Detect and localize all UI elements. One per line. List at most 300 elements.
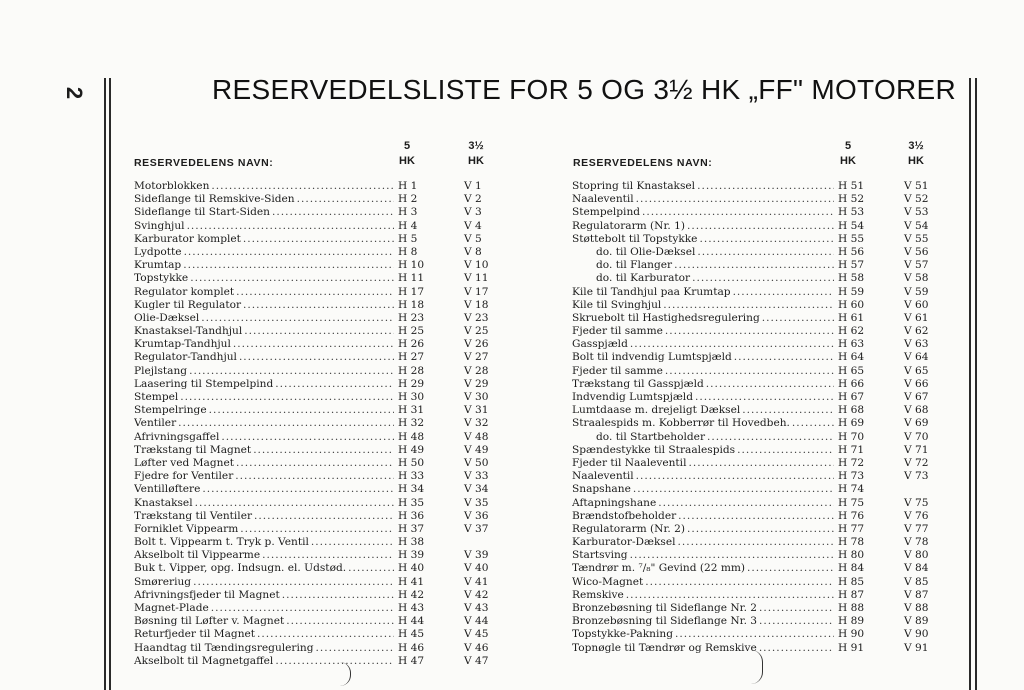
dot-leader [633, 483, 834, 496]
part-name-cell [134, 562, 394, 575]
part-number-5hk: H 87 [838, 588, 865, 601]
table-row [572, 549, 942, 562]
part-number-3half-hk: V 29 [464, 377, 489, 390]
part-number-5hk: H 64 [838, 351, 865, 364]
dot-leader [236, 286, 394, 299]
dot-leader [262, 549, 394, 562]
part-name: Lumtdaase m. drejeligt Dæksel [572, 404, 741, 417]
table-row [134, 365, 504, 378]
part-name-cell [572, 589, 834, 602]
table-row [134, 299, 504, 312]
part-number-3half-hk: V 43 [464, 602, 489, 614]
part-name-cell [572, 193, 834, 206]
part-name-cell [134, 576, 394, 589]
dot-leader [240, 523, 394, 536]
table-row [572, 628, 942, 641]
part-number-3half-hk: V 60 [904, 298, 929, 311]
table-row [572, 338, 942, 351]
dot-leader [678, 536, 834, 549]
part-name-cell [134, 391, 394, 404]
part-name-cell [572, 338, 834, 351]
dot-leader [178, 417, 394, 430]
dot-leader [233, 338, 394, 351]
table-row [572, 417, 942, 430]
part-number-5hk: H 56 [838, 245, 865, 258]
table-row [134, 642, 504, 655]
part-number-3half-hk: V 56 [904, 245, 929, 258]
table-row [572, 444, 942, 457]
part-number-3half-hk: V 72 [904, 456, 929, 469]
dot-leader [734, 351, 834, 364]
part-number-5hk: H 51 [838, 180, 865, 192]
part-name: Ventilløftere [134, 483, 201, 496]
part-name: Returfjeder til Magnet [134, 628, 256, 641]
part-number-3half-hk: V 51 [904, 180, 929, 192]
part-number-5hk: H 4 [398, 219, 418, 232]
part-number-5hk: H 41 [398, 575, 425, 588]
dot-leader [275, 655, 394, 668]
part-number-3half-hk: V 73 [904, 470, 929, 483]
dot-leader [235, 470, 394, 483]
part-number-5hk: H 26 [398, 338, 425, 351]
part-number-5hk: H 70 [838, 430, 865, 443]
table-row [134, 391, 504, 404]
part-number-5hk: H 88 [838, 602, 865, 614]
table-row [134, 312, 504, 325]
part-number-5hk: H 38 [398, 536, 425, 549]
part-number-5hk: H 34 [398, 483, 425, 496]
part-number-5hk: H 32 [398, 417, 425, 430]
dot-leader [209, 404, 394, 417]
part-number-3half-hk: V 35 [464, 496, 489, 509]
left-h-header [393, 139, 421, 169]
table-row [572, 497, 942, 510]
part-number-3half-hk: V 55 [904, 232, 929, 245]
dot-leader [658, 497, 834, 510]
part-name: Ventiler [134, 417, 177, 430]
dot-leader [202, 483, 394, 496]
dot-leader [742, 404, 834, 417]
part-name-cell [572, 246, 834, 259]
left-v-header [462, 139, 490, 169]
part-name: Støttebolt til Topstykke [572, 232, 698, 245]
part-name: Fjedre for Ventiler [134, 470, 234, 483]
table-row [134, 444, 504, 457]
part-number-3half-hk: V 18 [464, 298, 489, 311]
part-name: Wico-Magnet [572, 575, 644, 588]
part-name: Plejlstang [134, 364, 188, 377]
part-name-cell [134, 404, 394, 417]
part-number-5hk: H 48 [398, 430, 425, 443]
part-number-3half-hk: V 71 [904, 443, 929, 456]
part-number-3half-hk: V 91 [904, 641, 929, 654]
part-number-5hk: H 85 [838, 575, 865, 588]
table-row [572, 510, 942, 523]
left-parts-list [134, 180, 504, 668]
table-row [134, 404, 504, 417]
part-name: Bolt t. Vippearm t. Tryk p. Ventil [134, 536, 309, 549]
right-margin-rule-inner [969, 78, 971, 690]
part-number-3half-hk: V 31 [464, 404, 489, 417]
dot-leader [636, 193, 834, 206]
table-row [572, 391, 942, 404]
part-number-5hk: H 73 [838, 470, 865, 483]
part-name-cell [134, 272, 394, 285]
part-number-3half-hk: V 37 [464, 522, 489, 535]
part-number-3half-hk: V 50 [464, 456, 489, 469]
part-number-5hk: H 76 [838, 509, 865, 522]
part-number-3half-hk: V 36 [464, 509, 489, 522]
part-number-3half-hk: V 78 [904, 536, 929, 549]
table-row [134, 206, 504, 219]
part-number-3half-hk: V 64 [904, 351, 929, 364]
part-name: Gasspjæld [572, 338, 628, 351]
dot-leader [687, 220, 834, 233]
part-name: Laasering til Stempelpind [134, 377, 274, 390]
part-number-5hk: H 53 [838, 206, 865, 219]
table-row [134, 562, 504, 575]
part-number-3half-hk: V 59 [904, 285, 929, 298]
part-name-cell [134, 549, 394, 562]
table-row [572, 378, 942, 391]
part-name: Motorblokken [134, 180, 210, 192]
table-row [134, 246, 504, 259]
part-number-3half-hk: V 84 [904, 562, 929, 575]
page-title: RESERVEDELSLISTE FOR 5 OG 3½ HK „FF" MOTORER [212, 74, 957, 105]
dot-leader [626, 589, 834, 602]
part-name-cell [572, 549, 834, 562]
part-name: Brændstofbeholder [572, 509, 677, 522]
table-row [572, 365, 942, 378]
part-number-5hk: H 72 [838, 456, 865, 469]
part-number-3half-hk: V 45 [464, 628, 489, 641]
part-name: Bolt til indvendig Lumtspjæld [572, 351, 732, 364]
part-number-3half-hk: V 44 [464, 615, 489, 628]
part-name-cell [134, 325, 394, 338]
dot-leader [695, 391, 834, 404]
part-number-3half-hk: V 67 [904, 391, 929, 403]
dot-leader [707, 431, 834, 444]
dot-leader [706, 378, 834, 391]
dot-leader [762, 312, 834, 325]
part-number-5hk: H 36 [398, 509, 425, 522]
part-name-cell [572, 404, 834, 417]
part-number-5hk: H 78 [838, 536, 865, 549]
part-name: Svinghjul [134, 219, 185, 232]
part-name: Akselbolt til Vippearme [134, 549, 261, 562]
table-row [572, 457, 942, 470]
part-name-cell [134, 510, 394, 523]
part-number-3half-hk: V 89 [904, 615, 929, 628]
part-number-3half-hk: V 77 [904, 522, 929, 535]
part-name: Trækstang til Ventiler [134, 509, 253, 522]
part-name: Topnøgle til Tændrør og Remskive [572, 641, 757, 654]
part-name-cell [572, 483, 834, 496]
part-name-cell [572, 536, 834, 549]
part-number-3half-hk: V 30 [464, 391, 489, 403]
left-name-header: RESERVEDELENS NAVN: [134, 157, 274, 169]
dot-leader [253, 444, 394, 457]
dot-leader [636, 470, 834, 483]
part-name: Olie-Dæksel [134, 311, 200, 324]
part-name-cell [572, 299, 834, 312]
page-number: 2 [62, 86, 88, 100]
part-name-cell [572, 510, 834, 523]
part-number-5hk: H 60 [838, 298, 865, 311]
part-number-3half-hk: V 1 [464, 180, 482, 192]
part-name-cell [134, 431, 394, 444]
part-name: Bronzebøsning til Sideflange Nr. 3 [572, 615, 758, 628]
part-number-5hk: H 47 [398, 654, 425, 667]
part-number-3half-hk: V 42 [464, 588, 489, 601]
part-number-5hk: H 5 [398, 232, 418, 245]
part-number-3half-hk: V 32 [464, 417, 489, 430]
table-row [572, 233, 942, 246]
part-name: Naaleventil [572, 193, 634, 206]
part-name-cell [572, 391, 834, 404]
part-name: Kile til Svinghjul [572, 298, 662, 311]
table-row [572, 602, 942, 615]
part-name: Sideflange til Start-Siden [134, 206, 270, 219]
part-number-3half-hk: V 28 [464, 364, 489, 377]
part-name: Regulator-Tandhjul [134, 351, 237, 364]
part-name: Karburator-Dæksel [572, 536, 676, 549]
part-number-5hk: H 65 [838, 364, 865, 377]
table-row [134, 431, 504, 444]
part-number-3half-hk: V 85 [904, 575, 929, 588]
part-number-5hk: H 58 [838, 272, 865, 285]
part-number-5hk: H 39 [398, 549, 425, 562]
part-name: Fjeder til samme [572, 364, 663, 377]
part-name: Forniklet Vippearm [134, 522, 239, 535]
part-name-cell [134, 457, 394, 470]
part-name-cell [134, 497, 394, 510]
part-name: Trækstang til Gasspjæld [572, 377, 704, 390]
dot-leader [733, 286, 834, 299]
part-number-5hk: H 37 [398, 522, 425, 535]
part-number-3half-hk: V 80 [904, 549, 929, 562]
part-number-3half-hk: V 87 [904, 588, 929, 601]
part-number-3half-hk: V 4 [464, 219, 482, 232]
right-v-header-top: 3½ [908, 140, 924, 152]
dot-leader [688, 457, 834, 470]
part-number-3half-hk: V 27 [464, 351, 489, 364]
table-row [572, 431, 942, 444]
dot-leader [183, 259, 394, 272]
dot-leader [737, 444, 834, 457]
table-row [134, 259, 504, 272]
part-name-cell [572, 365, 834, 378]
dot-leader [630, 549, 834, 562]
part-name: Topstykke [134, 272, 189, 285]
part-name: Naaleventil [572, 470, 634, 483]
dot-leader [193, 576, 394, 589]
table-row [134, 180, 504, 193]
part-name-cell [572, 206, 834, 219]
part-number-5hk: H 10 [398, 259, 425, 272]
dot-leader [697, 180, 834, 193]
part-number-5hk: H 35 [398, 496, 425, 509]
part-number-3half-hk: V 68 [904, 404, 929, 417]
left-h-header-top: 5 [403, 140, 411, 152]
dot-leader [759, 602, 834, 615]
table-row [134, 378, 504, 391]
part-number-5hk: H 61 [838, 311, 865, 324]
dot-leader [759, 615, 834, 628]
part-number-5hk: H 57 [838, 259, 865, 272]
part-number-5hk: H 30 [398, 391, 425, 403]
part-number-3half-hk: V 65 [904, 364, 929, 377]
dot-leader [211, 180, 394, 193]
part-number-3half-hk: V 88 [904, 602, 929, 614]
part-name-cell [572, 431, 834, 444]
part-name: Knastaksel [134, 496, 193, 509]
part-number-5hk: H 55 [838, 232, 865, 245]
part-name-cell [572, 180, 834, 193]
part-name: Topstykke-Pakning [572, 628, 673, 641]
dot-leader [674, 259, 834, 272]
dot-leader [297, 193, 394, 206]
table-row [134, 536, 504, 549]
part-name-cell [572, 220, 834, 233]
part-name-cell [134, 365, 394, 378]
table-row [572, 523, 942, 536]
part-number-5hk: H 91 [838, 641, 865, 654]
part-name-cell [134, 615, 394, 628]
part-name-cell [572, 602, 834, 615]
part-name: Smøreriug [134, 575, 192, 588]
table-row [134, 351, 504, 364]
part-number-5hk: H 3 [398, 206, 418, 219]
table-row [572, 272, 942, 285]
part-name-cell [134, 351, 394, 364]
part-number-3half-hk: V 5 [464, 232, 482, 245]
part-number-5hk: H 68 [838, 404, 865, 417]
part-name-cell [572, 233, 834, 246]
dot-leader [275, 378, 394, 391]
part-number-5hk: H 69 [838, 417, 865, 430]
part-number-3half-hk: V 75 [904, 496, 929, 509]
part-number-3half-hk: V 26 [464, 338, 489, 351]
part-name: Afrivningsfjeder til Magnet [134, 588, 280, 601]
table-row [572, 483, 942, 496]
table-row [134, 338, 504, 351]
table-row [134, 510, 504, 523]
part-number-3half-hk: V 2 [464, 193, 482, 206]
table-row [572, 206, 942, 219]
part-number-5hk: H 62 [838, 325, 865, 338]
part-name: Sideflange til Remskive-Siden [134, 193, 295, 206]
part-name-cell [572, 378, 834, 391]
part-name-cell [134, 233, 394, 246]
part-name-cell [572, 628, 834, 641]
part-number-3half-hk: V 53 [904, 206, 929, 219]
part-number-5hk: H 29 [398, 377, 425, 390]
table-row [134, 193, 504, 206]
part-name: Stempel [134, 391, 179, 403]
right-name-header: RESERVEDELENS NAVN: [573, 157, 713, 169]
table-row [572, 351, 942, 364]
part-name: Bronzebøsning til Sideflange Nr. 2 [572, 602, 758, 614]
part-number-5hk: H 46 [398, 641, 425, 654]
table-row [134, 589, 504, 602]
dot-leader [201, 312, 394, 325]
left-margin-rule-inner [109, 78, 111, 690]
part-number-5hk: H 23 [398, 311, 425, 324]
part-name-cell [572, 615, 834, 628]
part-number-3half-hk: V 57 [904, 259, 929, 272]
table-row [572, 536, 942, 549]
part-name-cell [572, 642, 834, 655]
dot-leader [282, 589, 394, 602]
part-name-cell [134, 259, 394, 272]
part-name: do. til Startbeholder [596, 430, 706, 443]
part-name-cell [134, 220, 394, 233]
part-number-5hk: H 63 [838, 338, 865, 351]
dot-leader [675, 628, 834, 641]
part-number-5hk: H 89 [838, 615, 865, 628]
table-row [134, 628, 504, 641]
dot-leader [189, 365, 394, 378]
dot-leader [187, 220, 394, 233]
part-number-3half-hk: V 61 [904, 311, 929, 324]
part-name-cell [134, 602, 394, 615]
part-name-cell [572, 351, 834, 364]
part-number-3half-hk: V 34 [464, 483, 489, 496]
table-row [134, 220, 504, 233]
part-name: Krumtap-Tandhjul [134, 338, 231, 351]
part-name-cell [134, 417, 394, 430]
part-name: Stempelringe [134, 404, 207, 417]
part-name-cell [572, 523, 834, 536]
part-name-cell [572, 286, 834, 299]
dot-leader [687, 523, 834, 536]
table-row [134, 497, 504, 510]
dot-leader [243, 233, 394, 246]
part-name: Lydpotte [134, 245, 182, 258]
table-row [572, 299, 942, 312]
left-h-header-bottom: HK [399, 155, 415, 167]
table-row [572, 220, 942, 233]
table-row [572, 615, 942, 628]
part-number-5hk: H 25 [398, 325, 425, 338]
part-number-5hk: H 8 [398, 245, 418, 258]
part-number-3half-hk: V 10 [464, 259, 489, 272]
part-number-3half-hk: V 25 [464, 325, 489, 338]
table-row [572, 286, 942, 299]
part-number-3half-hk: V 62 [904, 325, 929, 338]
dot-leader [792, 417, 834, 430]
part-number-3half-hk: V 47 [464, 654, 489, 667]
pencil-mark-right [750, 650, 763, 684]
part-name-cell [572, 312, 834, 325]
table-row [572, 325, 942, 338]
part-name-cell [134, 536, 394, 549]
part-name-cell [134, 642, 394, 655]
table-row [134, 549, 504, 562]
part-number-3half-hk: V 52 [904, 193, 929, 206]
part-name-cell [572, 576, 834, 589]
part-name: Straalespids m. Kobberrør til Hovedbeh. [572, 417, 790, 430]
dot-leader [211, 602, 394, 615]
part-name: Trækstang til Magnet [134, 443, 252, 456]
part-number-5hk: H 42 [398, 588, 425, 601]
part-number-5hk: H 27 [398, 351, 425, 364]
part-name: do. til Karburator [596, 272, 691, 285]
part-number-5hk: H 33 [398, 470, 425, 483]
dot-leader [184, 246, 394, 259]
table-row [134, 470, 504, 483]
